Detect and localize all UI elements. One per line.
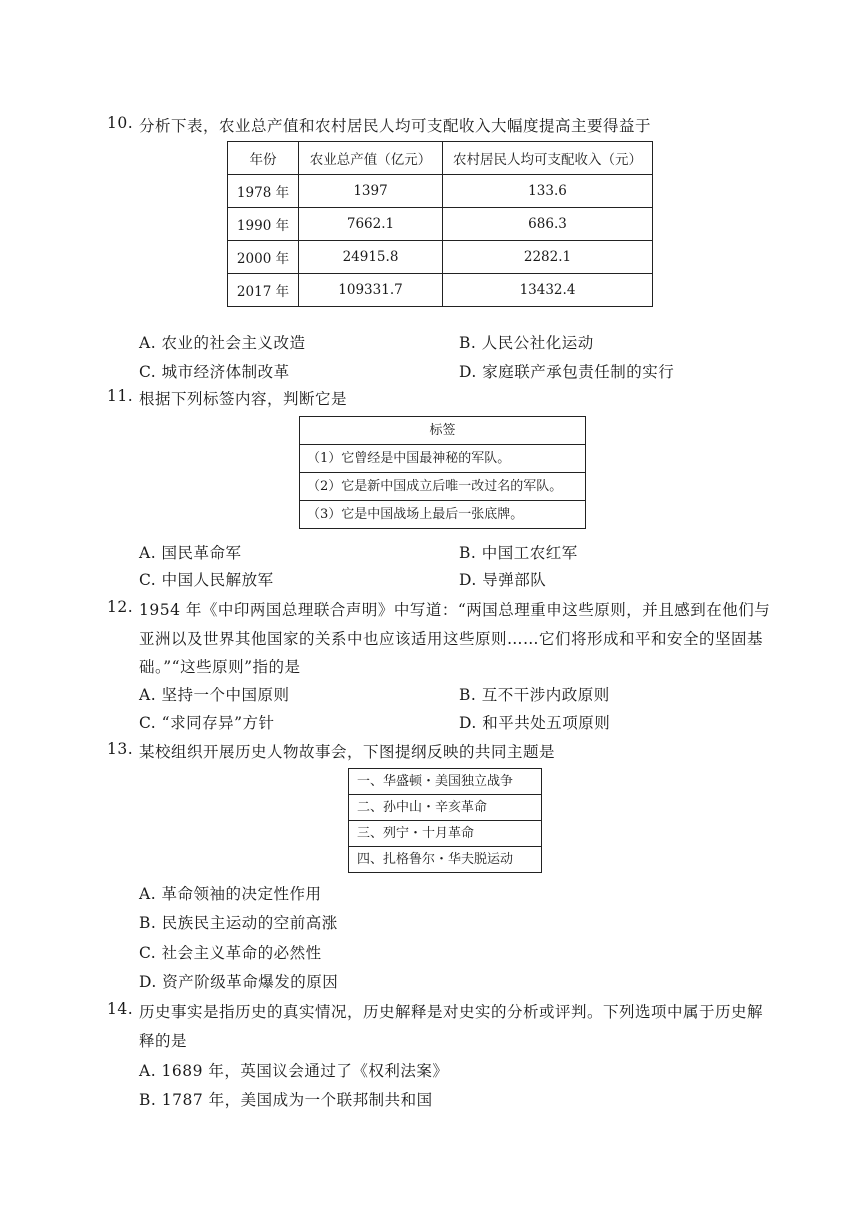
q13-outline-box xyxy=(348,768,542,873)
q13-stem: 某校组织开展历史人物故事会，下图提纲反映的共同主题是 xyxy=(139,743,556,761)
label-title: 标签 xyxy=(300,417,585,445)
table-row xyxy=(228,175,653,208)
q12-stem-line2: 亚洲以及世界其他国家的关系中也应该适用这些原则……它们将形成和平和安全的坚固基 xyxy=(139,630,764,648)
table-cell: 2017 年 xyxy=(228,274,299,307)
q14-option-b: B. 1787 年，美国成为一个联邦制共和国 xyxy=(139,1091,433,1109)
q12-option-b: B. 互不干涉内政原则 xyxy=(459,686,610,704)
q14-number: 14. xyxy=(107,1000,134,1018)
q13-option-d: D. 资产阶级革命爆发的原因 xyxy=(139,973,339,991)
outline-item: 四、扎格鲁尔・华夫脱运动 xyxy=(357,852,514,867)
table-cell: 2000 年 xyxy=(228,241,299,274)
outline-item: 二、孙中山・辛亥革命 xyxy=(349,795,541,821)
label-item: （2）它是新中国成立后唯一改过名的军队。 xyxy=(300,473,585,501)
table-cell: 2282.1 xyxy=(443,241,653,274)
q12-number: 12. xyxy=(107,598,134,616)
q11-stem: 根据下列标签内容，判断它是 xyxy=(139,390,348,408)
q10-option-b: B. 人民公社化运动 xyxy=(459,334,594,352)
table-cell: 7662.1 xyxy=(299,208,443,241)
q10-option-d: D. 家庭联产承包责任制的实行 xyxy=(459,363,675,381)
q11-number: 11. xyxy=(107,387,134,405)
outline-item: 三、列宁・十月革命 xyxy=(349,821,541,847)
table-cell: 1397 xyxy=(299,175,443,208)
table-cell: 133.6 xyxy=(443,175,653,208)
q11-option-c: C. 中国人民解放军 xyxy=(139,571,274,589)
q11-option-b: B. 中国工农红军 xyxy=(459,544,578,562)
table-cell: 109331.7 xyxy=(299,274,443,307)
table-cell: 13432.4 xyxy=(443,274,653,307)
q14-stem-line1: 历史事实是指历史的真实情况，历史解释是对史实的分析或评判。下列选项中属于历史解 xyxy=(139,1003,764,1021)
q14-stem-line2: 释的是 xyxy=(139,1032,188,1050)
outline-item: 一、华盛顿・美国独立战争 xyxy=(349,769,541,795)
q13-number: 13. xyxy=(107,740,134,758)
q12-option-c: C. “求同存异”方针 xyxy=(139,714,275,732)
q12-option-a: A. 坚持一个中国原则 xyxy=(139,686,290,704)
table-row xyxy=(228,208,653,241)
q12-option-d: D. 和平共处五项原则 xyxy=(459,714,611,732)
label-item: （3）它是中国战场上最后一张底牌。 xyxy=(307,507,524,522)
q10-number: 10. xyxy=(107,114,134,132)
label-item: （1）它曾经是中国最神秘的军队。 xyxy=(300,445,585,473)
table-header: 农业总产值（亿元） xyxy=(299,142,443,175)
table-header: 农村居民人均可支配收入（元） xyxy=(443,142,653,175)
table-header: 年份 xyxy=(228,142,299,175)
table-row xyxy=(228,241,653,274)
q13-option-c: C. 社会主义革命的必然性 xyxy=(139,944,322,962)
table-row xyxy=(228,274,653,307)
q12-stem-line3: 础。”“这些原则”指的是 xyxy=(139,658,301,676)
q11-option-d: D. 导弹部队 xyxy=(459,571,547,589)
q13-option-b: B. 民族民主运动的空前高涨 xyxy=(139,914,338,932)
q10-option-c: C. 城市经济体制改革 xyxy=(139,363,290,381)
table-cell: 24915.8 xyxy=(299,241,443,274)
table-header-row xyxy=(228,142,653,175)
table-cell: 1990 年 xyxy=(228,208,299,241)
q10-stem: 分析下表，农业总产值和农村居民人均可支配收入大幅度提高主要得益于 xyxy=(139,117,652,135)
q11-label-box xyxy=(299,416,586,529)
q12-stem-line1: 1954 年《中印两国总理联合声明》中写道：“两国总理重申这些原则，并且感到在他们与 xyxy=(139,601,771,619)
q10-option-a: A. 农业的社会主义改造 xyxy=(139,334,306,352)
q13-option-a: A. 革命领袖的决定性作用 xyxy=(139,885,322,903)
q10-table xyxy=(227,141,653,307)
table-cell: 686.3 xyxy=(443,208,653,241)
q14-option-a: A. 1689 年，英国议会通过了《权利法案》 xyxy=(139,1062,449,1080)
q11-option-a: A. 国民革命军 xyxy=(139,544,242,562)
table-cell: 1978 年 xyxy=(228,175,299,208)
